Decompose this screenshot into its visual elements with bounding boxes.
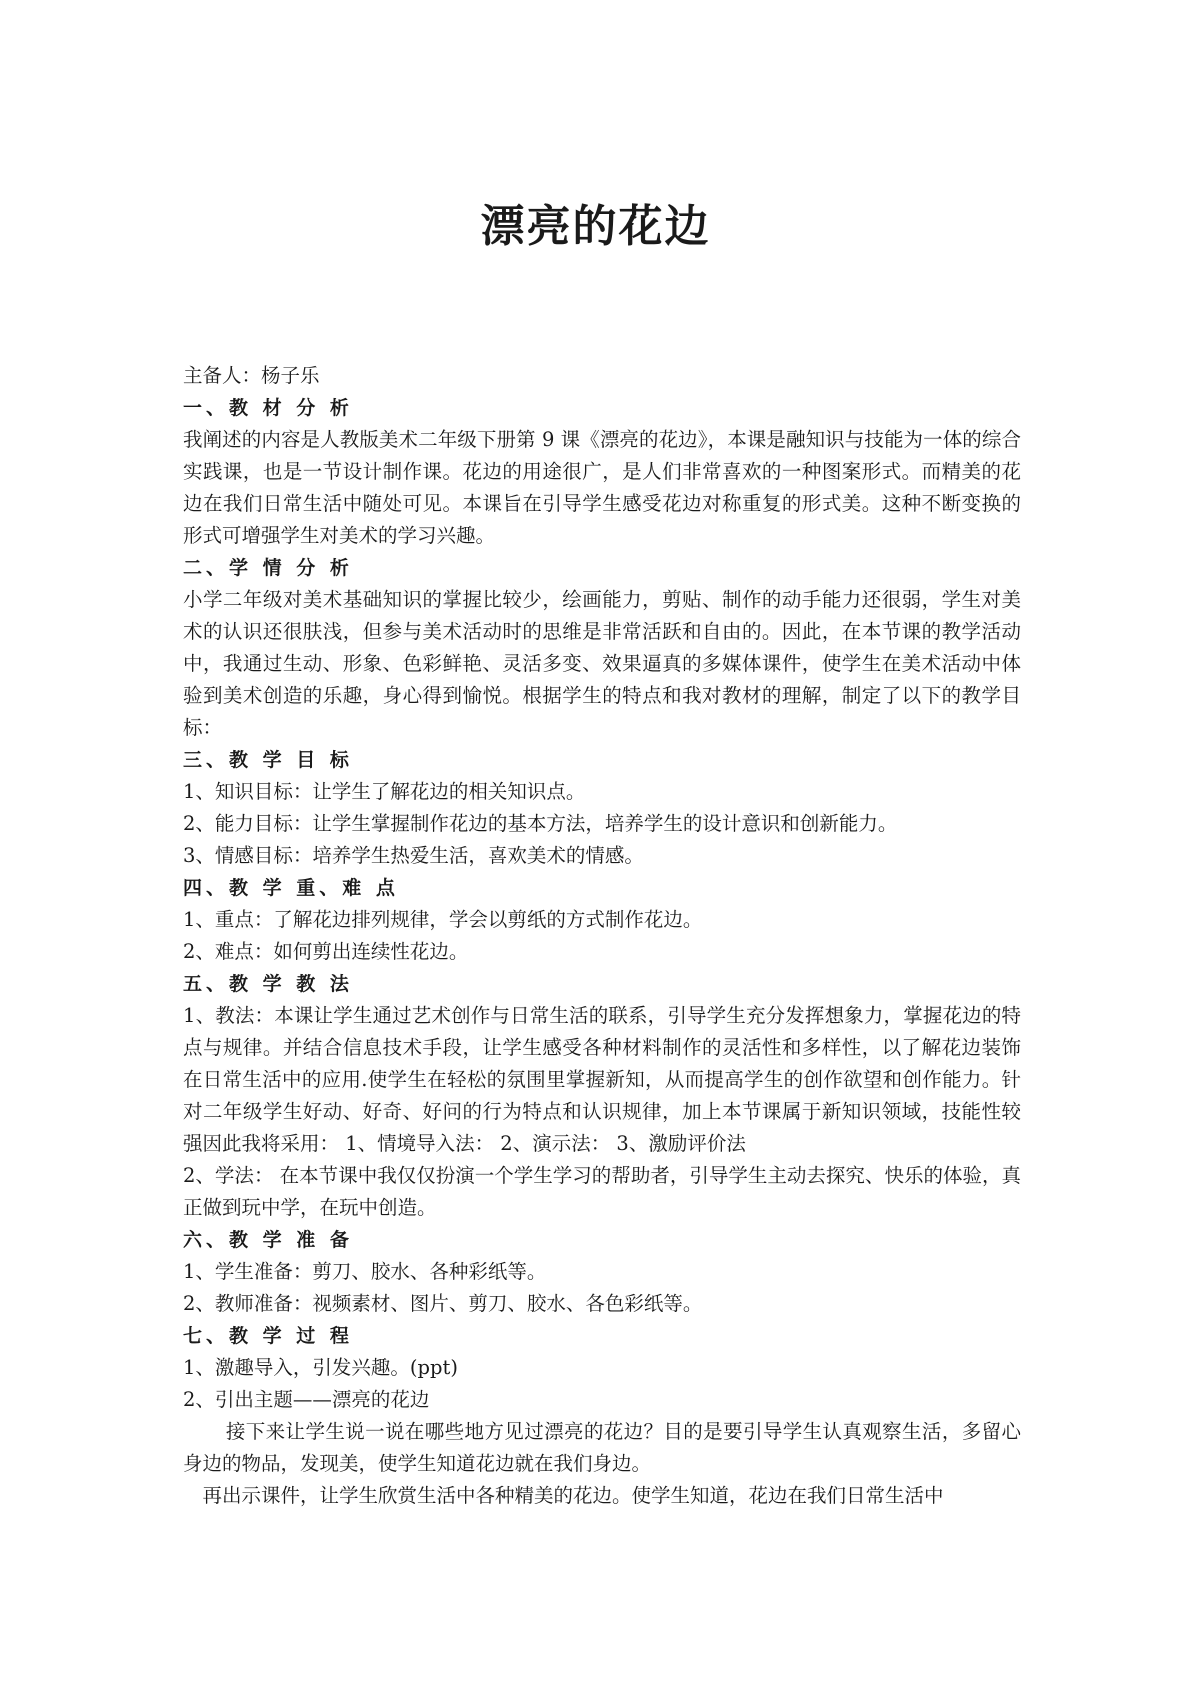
document-title: 漂亮的花边 xyxy=(480,201,711,252)
section-heading-3: 三、教 学 目 标 xyxy=(183,749,353,771)
section-4-item-2: 2、难点：如何剪出连续性花边。 xyxy=(183,940,469,963)
section-1-paragraph: 我阐述的内容是人教版美术二年级下册第 9 课《漂亮的花边》，本课是融知识与技能为一体的综合实践课，也是一节设计制作课。花边的用途很广，是人们非常喜欢的一种图案形式。而精美的花边在我们日常生活中随处可见。本课旨在引导学生感受花边对称重复的形式美。这种不断变换的形式可增强学生对美术的学习兴趣。 xyxy=(183,428,1021,547)
section-2-paragraph: 小学二年级对美术基础知识的掌握比较少，绘画能力，剪贴、制作的动手能力还很弱，学生对美术的认识还很肤浅，但参与美术活动时的思维是非常活跃和自由的。因此，在本节课的教学活动中，我通过生动、形象、色彩鲜艳、灵活多变、效果逼真的多媒体课件，使学生在美术活动中体验到美术创造的乐趣，身心得到愉悦。根据学生的特点和我对教材的理解，制定了以下的教学目标： xyxy=(183,588,1021,739)
section-5-item-2: 2、学法： 在本节课中我仅仅扮演一个学生学习的帮助者，引导学生主动去探究、快乐的体验，真正做到玩中学，在玩中创造。 xyxy=(183,1164,1021,1219)
section-4-item-1: 1、重点：了解花边排列规律，学会以剪纸的方式制作花边。 xyxy=(183,908,703,931)
section-3-item-1: 1、知识目标：让学生了解花边的相关知识点。 xyxy=(183,780,586,803)
tail-paragraph-1: 接下来让学生说一说在哪些地方见过漂亮的花边？目的是要引导学生认真观察生活，多留心身边的物品，发现美，使学生知道花边就在我们身边。 xyxy=(183,1420,1021,1475)
tail-paragraph-2: 再出示课件，让学生欣赏生活中各种精美的花边。使学生知道，花边在我们日常生活中 xyxy=(202,1484,944,1507)
document-body xyxy=(183,360,1021,1512)
section-heading-4: 四、教 学 重、难 点 xyxy=(183,877,399,899)
section-7-item-2: 2、引出主题——漂亮的花边 xyxy=(183,1388,430,1411)
author-line: 主备人：杨子乐 xyxy=(183,364,320,387)
section-heading-7: 七、教 学 过 程 xyxy=(183,1325,353,1347)
section-heading-5: 五、教 学 教 法 xyxy=(183,973,353,995)
section-6-item-2: 2、教师准备：视频素材、图片、剪刀、胶水、各色彩纸等。 xyxy=(183,1292,703,1315)
section-heading-6: 六、教 学 准 备 xyxy=(183,1229,353,1251)
section-3-item-2: 2、能力目标：让学生掌握制作花边的基本方法，培养学生的设计意识和创新能力。 xyxy=(183,812,898,835)
section-6-item-1: 1、学生准备：剪刀、胶水、各种彩纸等。 xyxy=(183,1260,547,1283)
section-heading-1: 一、教 材 分 析 xyxy=(183,397,353,419)
section-5-item-1: 1、教法：本课让学生通过艺术创作与日常生活的联系，引导学生充分发挥想象力，掌握花边的特点与规律。并结合信息技术手段，让学生感受各种材料制作的灵活性和多样性，以了解花边装饰在日常生活中的应用.使学生在轻松的氛围里掌握新知，从而提高学生的创作欲望和创作能力。针对二年级学生好动、好奇、好问的行为特点和认识规律，加上本节课属于新知识领域，技能性较强因此我将采用： 1、情境导入法： 2、演示法： 3、激励评价法 xyxy=(183,1004,1021,1155)
section-heading-2: 二、学 情 分 析 xyxy=(183,557,353,579)
section-7-item-1: 1、激趣导入，引发兴趣。(ppt) xyxy=(183,1356,458,1379)
section-3-item-3: 3、情感目标：培养学生热爱生活，喜欢美术的情感。 xyxy=(183,844,644,867)
